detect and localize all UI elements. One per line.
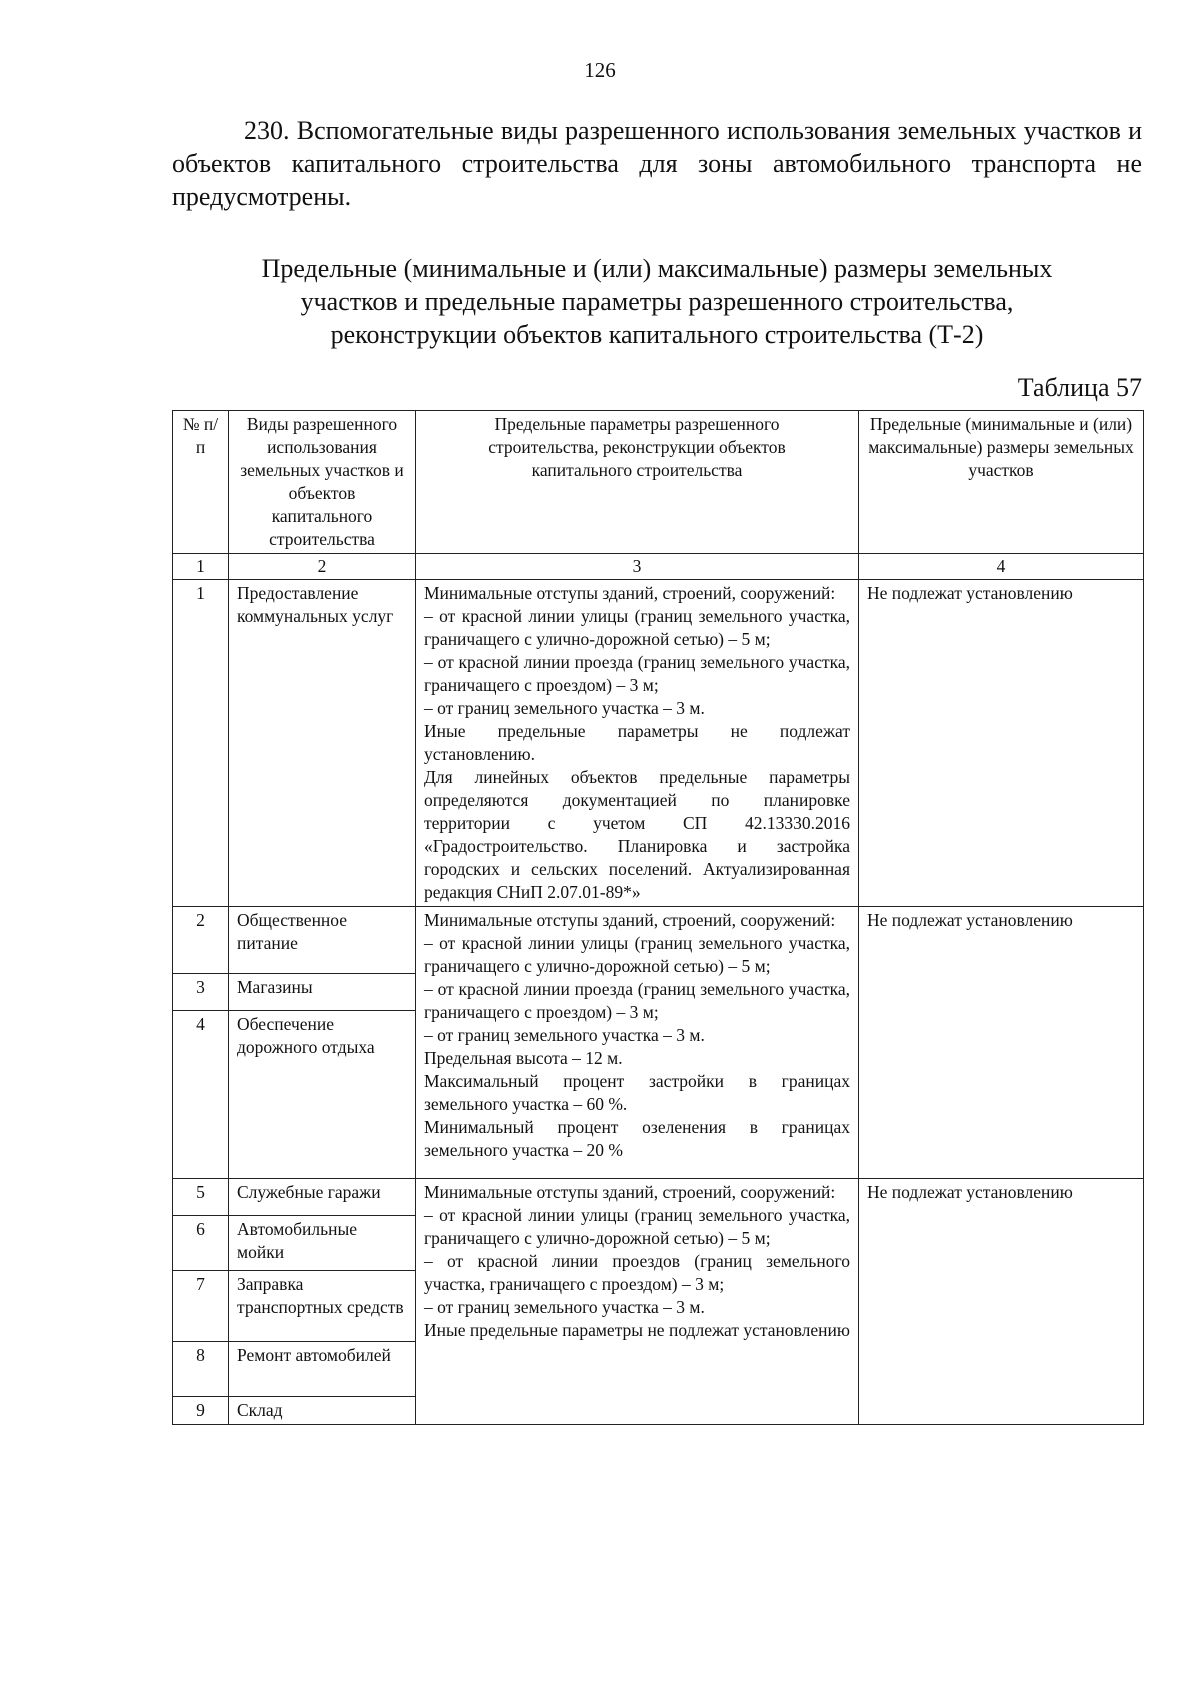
use-type-name: Служебные гаражи — [229, 1179, 416, 1216]
index-cell: 1 — [173, 554, 229, 580]
use-type-name: Магазины — [229, 974, 416, 1011]
header-cell-number: № п/п — [173, 411, 229, 554]
row-number: 6 — [173, 1216, 229, 1271]
header-cell-use-type: Виды разрешенного использования земельных участков и объектов капитального строительства — [229, 411, 416, 554]
row-number: 2 — [173, 907, 229, 974]
row-number: 5 — [173, 1179, 229, 1216]
section-title-line: реконструкции объектов капитального строительства (Т-2) — [330, 320, 984, 349]
land-sizes-cell: Не подлежат установлению — [859, 580, 1144, 907]
intro-paragraph: 230. Вспомогательные виды разрешенного использования земельных участков и объектов капитального строительства для зоны автомобильного транспорта не предусмотрены. — [172, 116, 1142, 211]
parameter-line: – от границ земельного участка – 3 м. — [424, 698, 705, 718]
parameter-line: Минимальные отступы зданий, строений, сооружений: — [424, 583, 836, 603]
parameters-cell — [416, 907, 859, 1179]
row-number: 3 — [173, 974, 229, 1011]
use-type-name: Заправка транспортных средств — [229, 1271, 416, 1342]
use-type-name: Ремонт автомобилей — [229, 1342, 416, 1397]
use-type-name: Предоставление коммунальных услуг — [229, 580, 416, 907]
parameter-line: Минимальные отступы зданий, строений, сооружений: — [424, 910, 836, 930]
row-number: 4 — [173, 1011, 229, 1179]
use-type-name: Общественное питание — [229, 907, 416, 974]
index-cell: 2 — [229, 554, 416, 580]
parameter-line: – от красной линии проезда (границ земельного участка, граничащего с проездом) – 3 м; — [424, 979, 850, 1022]
parameter-line: – от красной линии улицы (границ земельного участка, граничащего с улично-дорожной сетью) – 5 м; — [424, 1205, 850, 1248]
parameter-line: Для линейных объектов предельные параметры определяются документацией по планировке территории с учетом СП 42.13330.2016 «Градостроительство. Планировка и застройка городских и сельских поселений. Актуализированная редакция СНиП 2.07.01-89*» — [424, 767, 850, 902]
land-sizes-cell: Не подлежат установлению — [859, 907, 1144, 1179]
parameter-line: – от красной линии проездов (границ земельного участка, граничащего с проездом) – 3 м; — [424, 1251, 850, 1294]
table-label: Таблица 57 — [1017, 373, 1142, 402]
parameter-line: – от красной линии улицы (границ земельного участка, граничащего с улично-дорожной сетью) – 5 м; — [424, 606, 850, 649]
section-title-line: Предельные (минимальные и (или) максимальные) размеры земельных — [261, 254, 1053, 283]
table-row — [173, 907, 1144, 974]
zoning-parameters-table — [172, 410, 1144, 1425]
row-number: 8 — [173, 1342, 229, 1397]
row-number: 1 — [173, 580, 229, 907]
parameter-line: – от границ земельного участка – 3 м. — [424, 1025, 705, 1045]
table-header-row — [173, 411, 1144, 554]
use-type-name: Склад — [229, 1397, 416, 1425]
parameter-line: Максимальный процент застройки в границах земельного участка – 60 %. — [424, 1071, 850, 1114]
parameter-line: Минимальный процент озеленения в границах земельного участка – 20 % — [424, 1117, 850, 1160]
parameter-line: Иные предельные параметры не подлежат установлению. — [424, 721, 850, 764]
table-index-row — [173, 554, 1144, 580]
parameter-line: – от границ земельного участка – 3 м. — [424, 1297, 705, 1317]
parameter-line: Иные предельные параметры не подлежат установлению — [424, 1320, 850, 1340]
index-cell: 3 — [416, 554, 859, 580]
row-number: 9 — [173, 1397, 229, 1425]
parameter-line: – от красной линии улицы (границ земельного участка, граничащего с улично-дорожной сетью) – 5 м; — [424, 933, 850, 976]
index-cell: 4 — [859, 554, 1144, 580]
use-type-name: Обеспечение дорожного отдыха — [229, 1011, 416, 1179]
table-row — [173, 1179, 1144, 1216]
header-cell-land-sizes: Предельные (минимальные и (или) максимальные) размеры земельных участков — [859, 411, 1144, 554]
parameter-line: Предельная высота – 12 м. — [424, 1048, 623, 1068]
row-number: 7 — [173, 1271, 229, 1342]
land-sizes-cell: Не подлежат установлению — [859, 1179, 1144, 1425]
use-type-name: Автомобильные мойки — [229, 1216, 416, 1271]
parameter-line: – от красной линии проезда (границ земельного участка, граничащего с проездом) – 3 м; — [424, 652, 850, 695]
parameters-cell — [416, 1179, 859, 1425]
header-cell-parameters: Предельные параметры разрешенного строительства, реконструкции объектов капитального строительства — [416, 411, 859, 554]
section-title-line: участков и предельные параметры разрешенного строительства, — [300, 287, 1014, 316]
page-number: 126 — [584, 58, 616, 82]
parameter-line: Минимальные отступы зданий, строений, сооружений: — [424, 1182, 836, 1202]
table-row — [173, 580, 1144, 907]
section-title — [172, 252, 1142, 351]
parameters-cell — [416, 580, 859, 907]
